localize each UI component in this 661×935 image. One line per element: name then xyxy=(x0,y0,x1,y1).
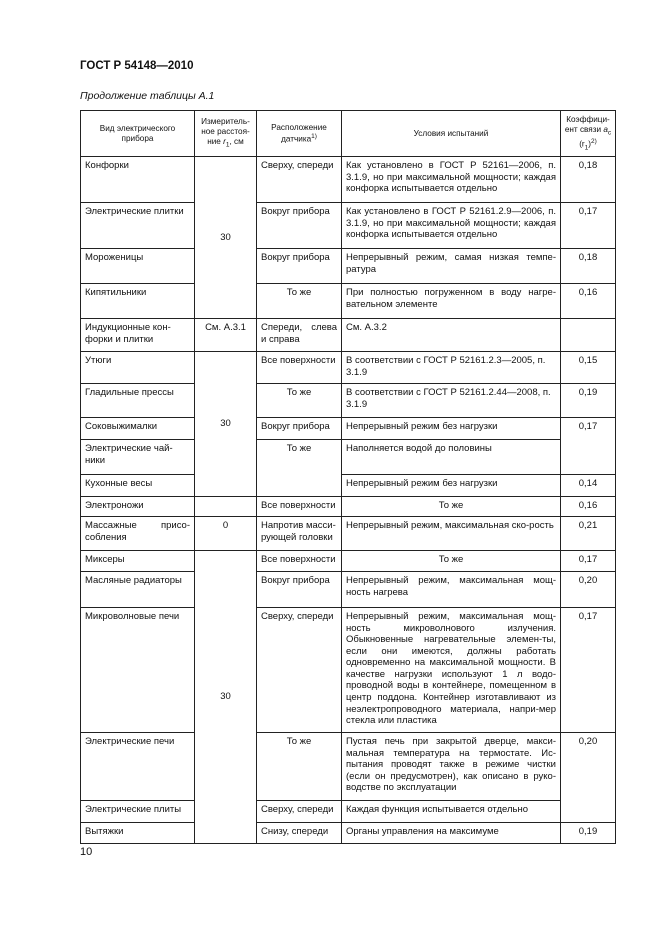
position-cell: Все поверхности xyxy=(257,352,342,384)
document-header: ГОСТ Р 54148—2010 xyxy=(80,60,194,72)
table-row xyxy=(81,572,616,608)
position-cell: Сверху, спереди xyxy=(257,608,342,733)
position-cell: Вокруг прибора xyxy=(257,572,342,608)
position-cell: Все поверхности xyxy=(257,497,342,517)
conditions-cell: Непрерывный режим, самая низкая темпе-ратура xyxy=(342,249,561,284)
table-row xyxy=(81,384,616,418)
coefficient-cell: 0,19 xyxy=(561,384,616,418)
test-conditions-table xyxy=(80,110,616,844)
conditions-cell: То же xyxy=(342,551,561,572)
conditions-cell: Каждая функция испытывается отдельно xyxy=(342,801,561,823)
device-cell: Гладильные прессы xyxy=(81,384,195,418)
table-row xyxy=(81,801,616,823)
table-row xyxy=(81,608,616,733)
device-cell: Электроножи xyxy=(81,497,195,517)
coefficient-cell: 0,16 xyxy=(561,497,616,517)
position-cell: Вокруг прибора xyxy=(257,249,342,284)
device-cell: Электрические чай-ники xyxy=(81,440,195,475)
table-row xyxy=(81,551,616,572)
device-cell: Микроволновые печи xyxy=(81,608,195,733)
conditions-cell: Непрерывный режим, максимальная мощ-ность нагрева xyxy=(342,572,561,608)
position-cell: То же xyxy=(257,440,342,497)
distance-cell: 30 xyxy=(195,157,257,319)
coefficient-cell: 0,21 xyxy=(561,517,616,551)
position-cell: То же xyxy=(257,284,342,319)
table-row xyxy=(81,203,616,249)
coefficient-cell xyxy=(561,319,616,352)
conditions-cell: То же xyxy=(342,497,561,517)
header-conditions: Условия испытаний xyxy=(342,111,561,157)
page-number: 10 xyxy=(80,846,93,858)
table-row xyxy=(81,284,616,319)
conditions-cell: См. А.3.2 xyxy=(342,319,561,352)
header-distance: Измеритель-ное расстоя-ние $r_1$, см xyxy=(195,111,257,157)
table-row xyxy=(81,440,616,475)
table-row xyxy=(81,517,616,551)
device-cell: Массажные присо-собления xyxy=(81,517,195,551)
coefficient-cell: 0,15 xyxy=(561,352,616,384)
coefficient-cell: 0,16 xyxy=(561,284,616,319)
position-cell: Сверху, спереди xyxy=(257,801,342,823)
distance-cell: 30 xyxy=(195,551,257,844)
device-cell: Кухонные весы xyxy=(81,475,195,497)
table-row xyxy=(81,157,616,203)
conditions-cell: Пустая печь при закрытой дверце, макси-мальная температура на термостате. Ис-пытания проводят также в режиме чистки (если он предусмотрен), как описано в руко-водстве по эксплуатации xyxy=(342,733,561,801)
table-row xyxy=(81,319,616,352)
position-cell: Вокруг прибора xyxy=(257,418,342,440)
table-row xyxy=(81,249,616,284)
distance-cell: 0 xyxy=(195,517,257,551)
table-row xyxy=(81,823,616,844)
table-row xyxy=(81,418,616,440)
conditions-cell: Непрерывный режим, максимальная ско-рость xyxy=(342,517,561,551)
conditions-cell: Непрерывный режим без нагрузки xyxy=(342,418,561,440)
position-cell: Напротив масси-рующей головки xyxy=(257,517,342,551)
device-cell: Индукционные кон-форки и плитки xyxy=(81,319,195,352)
table-caption: Продолжение таблицы А.1 xyxy=(80,90,215,102)
device-cell: Соковыжималки xyxy=(81,418,195,440)
conditions-cell: В соответствии с ГОСТ Р 52161.2.44—2008, п. 3.1.9 xyxy=(342,384,561,418)
position-cell: Все поверхности xyxy=(257,551,342,572)
conditions-cell: Непрерывный режим без нагрузки xyxy=(342,475,561,497)
conditions-cell: В соответствии с ГОСТ Р 52161.2.3—2005, п. 3.1.9 xyxy=(342,352,561,384)
table-row xyxy=(81,497,616,517)
device-cell: Миксеры xyxy=(81,551,195,572)
conditions-cell: При полностью погруженном в воду нагре-вательном элементе xyxy=(342,284,561,319)
device-cell: Масляные радиаторы xyxy=(81,572,195,608)
device-cell: Электрические плитки xyxy=(81,203,195,249)
device-cell: Конфорки xyxy=(81,157,195,203)
table-row xyxy=(81,733,616,801)
device-cell: Кипятильники xyxy=(81,284,195,319)
distance-cell: См. А.3.1 xyxy=(195,319,257,352)
device-cell: Вытяжки xyxy=(81,823,195,844)
table-row xyxy=(81,475,616,497)
coefficient-cell: 0,17 xyxy=(561,608,616,733)
coefficient-cell: 0,18 xyxy=(561,249,616,284)
coefficient-cell: 0,17 xyxy=(561,418,616,475)
device-cell: Мороженицы xyxy=(81,249,195,284)
coefficient-cell: 0,20 xyxy=(561,572,616,608)
position-cell: Спереди, слева и справа xyxy=(257,319,342,352)
header-device: Вид электрического прибора xyxy=(81,111,195,157)
distance-cell: 30 xyxy=(195,352,257,497)
device-cell: Электрические печи xyxy=(81,733,195,801)
distance-cell xyxy=(195,497,257,517)
table-row xyxy=(81,352,616,384)
coefficient-cell: 0,14 xyxy=(561,475,616,497)
position-cell: То же xyxy=(257,384,342,418)
conditions-cell: Как установлено в ГОСТ Р 52161.2.9—2006, п. 3.1.9, но при максимальной мощности; каждая конфорка испытывается отдельно xyxy=(342,203,561,249)
conditions-cell: Наполняется водой до половины xyxy=(342,440,561,475)
header-position: Расположение датчика$^{1)}$ xyxy=(257,111,342,157)
conditions-cell: Органы управления на максимуме xyxy=(342,823,561,844)
position-cell: Вокруг прибора xyxy=(257,203,342,249)
device-cell: Утюги xyxy=(81,352,195,384)
coefficient-cell: 0,17 xyxy=(561,551,616,572)
position-cell: Сверху, спереди xyxy=(257,157,342,203)
coefficient-cell: 0,19 xyxy=(561,823,616,844)
conditions-cell: Непрерывный режим, максимальная мощ-ность микроволнового излучения. Обыкновенные нагревательные элемен-ты, если они имеются, должны работать одновременно на максимальной мощности. В качестве нагрузки используют 1 л водо-проводной воды в контейнере, помещенном в центр поддона. Контейнер изготавливают из неэлектропроводного материала, напри-мер стекла или пластика xyxy=(342,608,561,733)
coefficient-cell: 0,20 xyxy=(561,733,616,823)
position-cell: Снизу, спереди xyxy=(257,823,342,844)
position-cell: То же xyxy=(257,733,342,801)
header-coefficient: Коэффици-ент связи $a_c$ $(r_1)^{2)}$ xyxy=(561,111,616,157)
conditions-cell: Как установлено в ГОСТ Р 52161—2006, п. 3.1.9, но при максимальной мощности; каждая конфорка испытывается отдельно xyxy=(342,157,561,203)
device-cell: Электрические плиты xyxy=(81,801,195,823)
coefficient-cell: 0,18 xyxy=(561,157,616,203)
table-header-row xyxy=(81,111,616,157)
coefficient-cell: 0,17 xyxy=(561,203,616,249)
